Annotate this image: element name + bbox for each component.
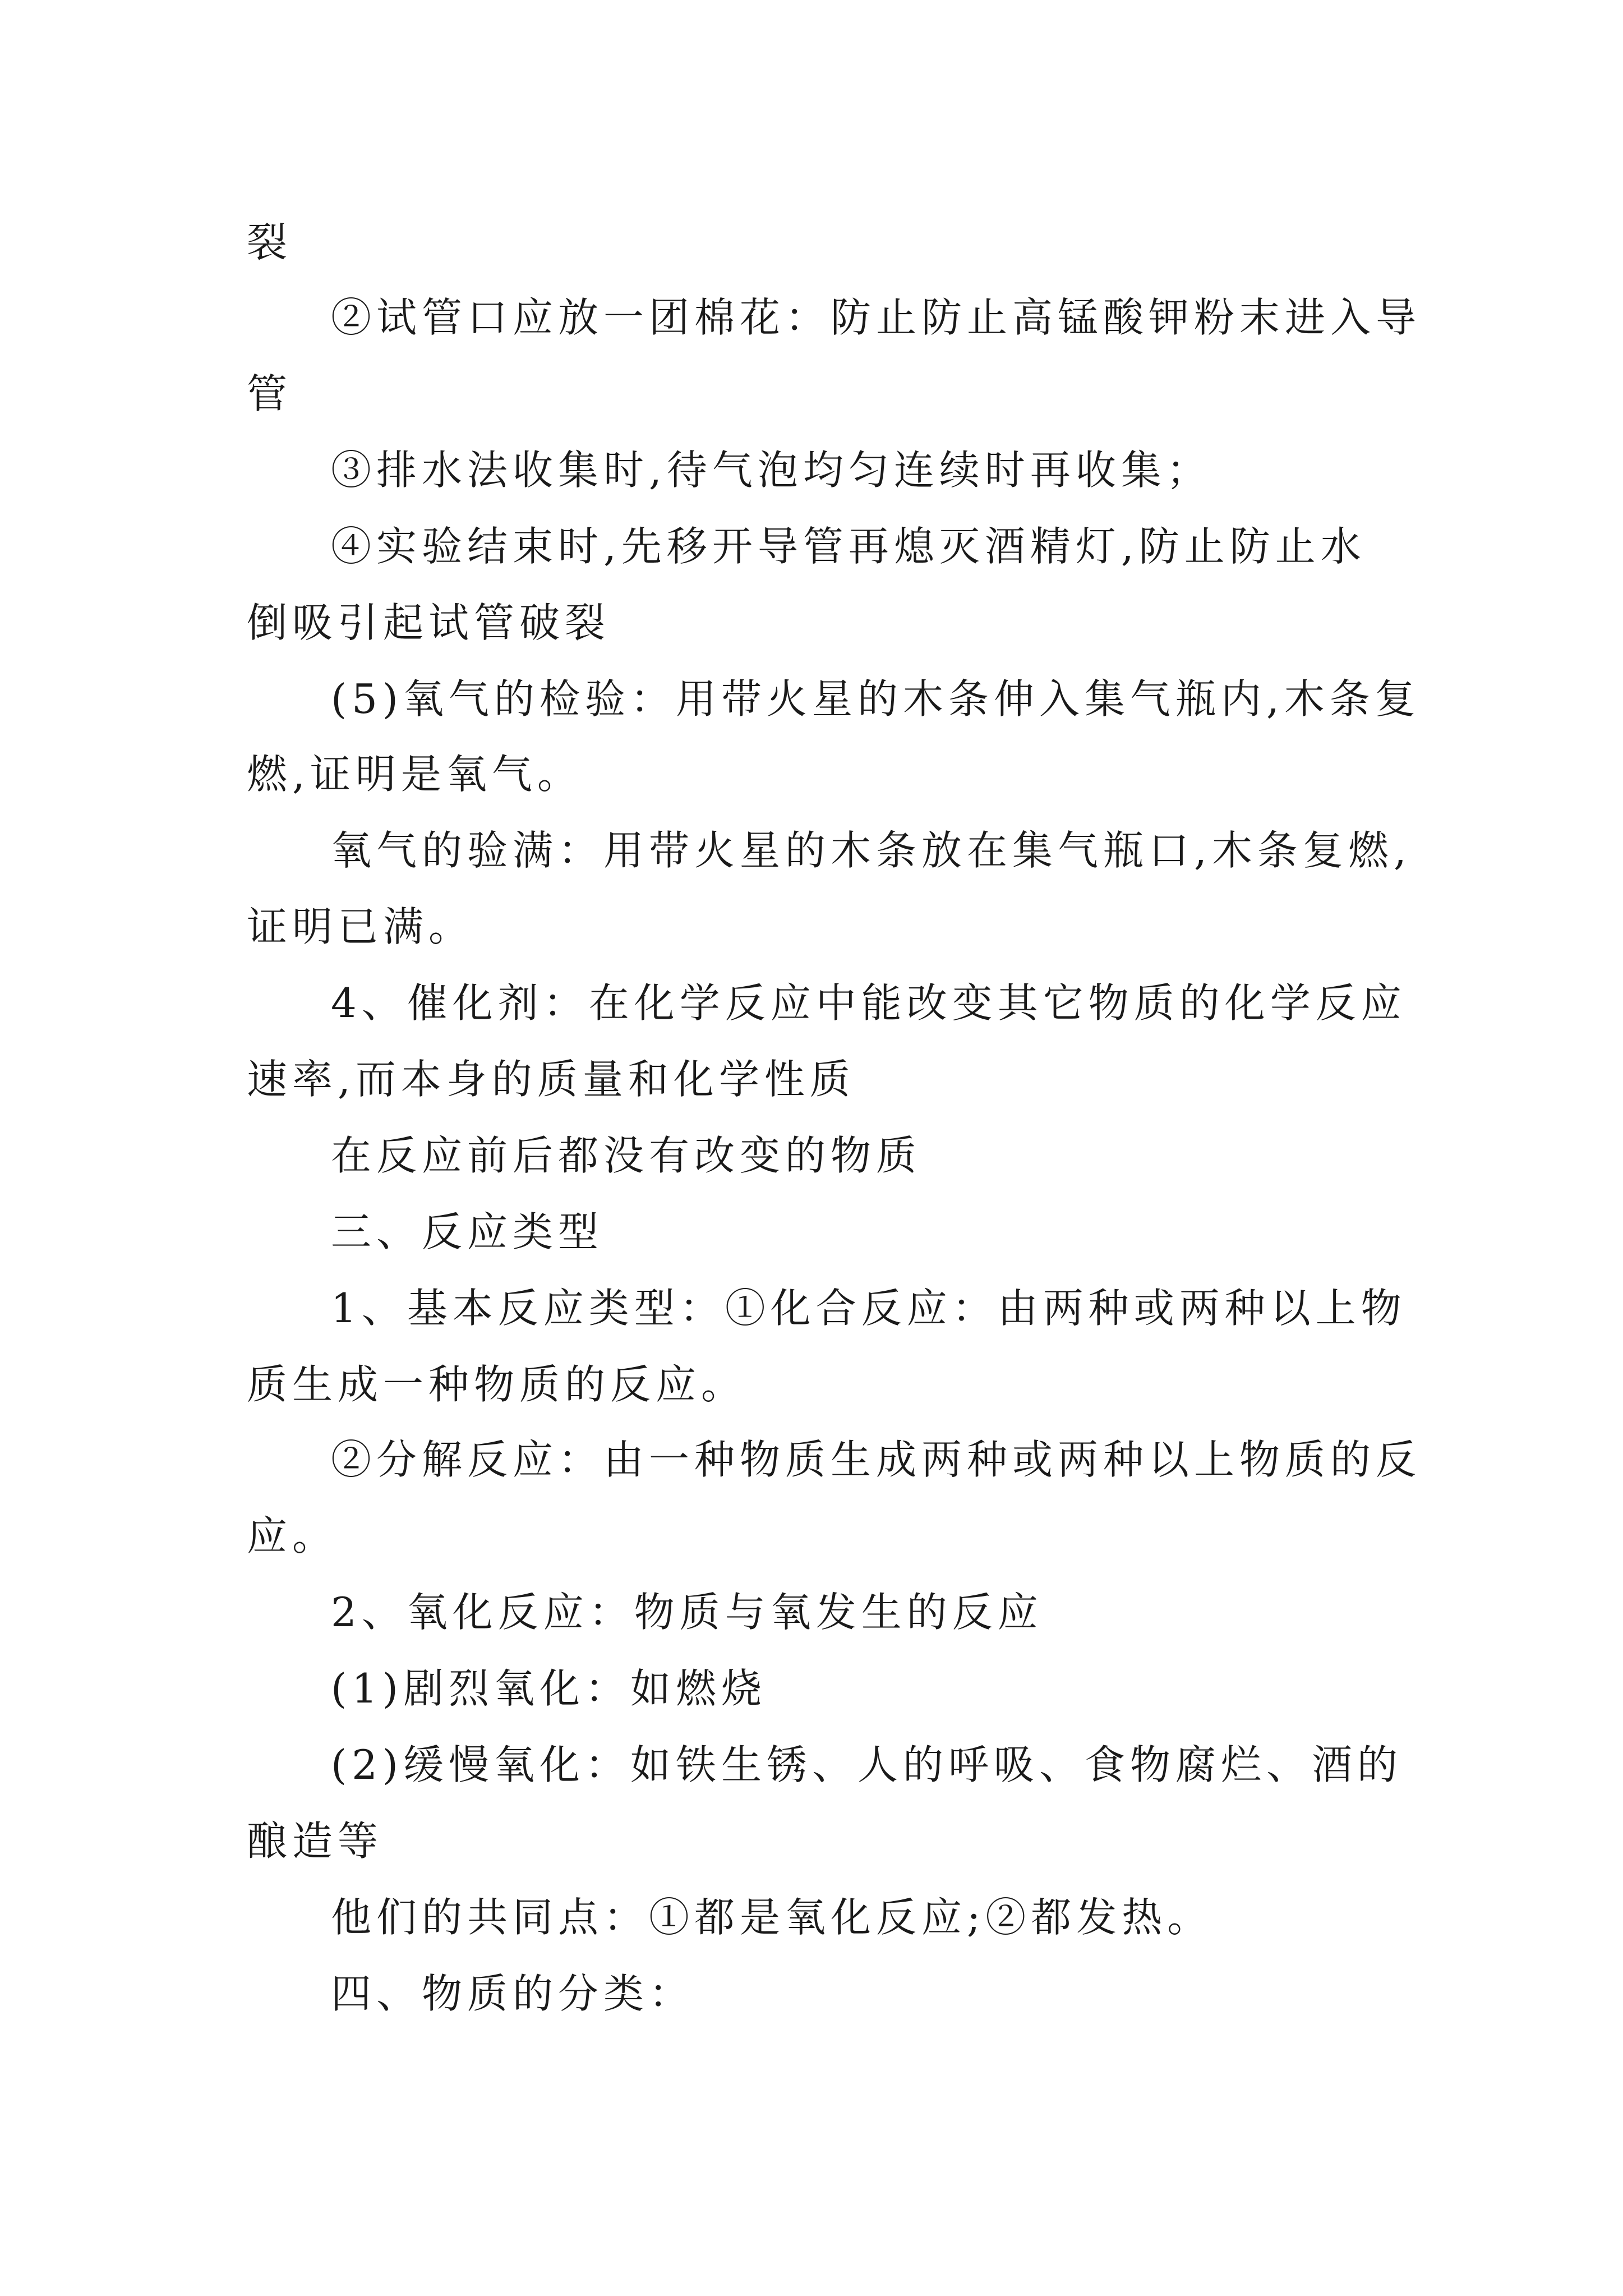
text-line: 1、基本反应类型：①化合反应：由两种或两种以上物	[331, 1285, 1407, 1332]
text-line: 质生成一种物质的反应。	[247, 1361, 747, 1408]
text-line: 证明已满。	[247, 903, 474, 950]
text-line: 在反应前后都没有改变的物质	[331, 1132, 922, 1179]
text-line: ②分解反应：由一种物质生成两种或两种以上物质的反	[331, 1436, 1422, 1483]
text-line: ③排水法收集时,待气泡均匀连续时再收集；	[331, 447, 1212, 494]
text-line: ②试管口应放一团棉花：防止防止高锰酸钾粉末进入导	[331, 294, 1422, 341]
text-line: 他们的共同点：①都是氧化反应;②都发热。	[331, 1894, 1213, 1941]
text-line: ④实验结束时,先移开导管再熄灭酒精灯,防止防止水	[331, 523, 1366, 570]
text-line: 燃,证明是氧气。	[247, 751, 583, 798]
text-line: 应。	[247, 1512, 338, 1559]
text-line: (2)缓慢氧化：如铁生锈、人的呼吸、食物腐烂、酒的	[331, 1741, 1403, 1788]
text-line: 速率,而本身的质量和化学性质	[247, 1056, 855, 1103]
text-line: 4、催化剂：在化学反应中能改变其它物质的化学反应	[331, 979, 1407, 1027]
text-line: 2、氧化反应：物质与氧发生的反应	[331, 1589, 1043, 1636]
text-line: 酿造等	[247, 1818, 384, 1865]
section-heading: 三、反应类型	[331, 1208, 604, 1255]
section-heading: 四、物质的分类：	[331, 1970, 695, 2017]
text-line: 裂	[247, 219, 293, 266]
text-line: 倒吸引起试管破裂	[247, 599, 611, 646]
text-line: (1)剧烈氧化：如燃烧	[331, 1665, 767, 1712]
text-line: 氧气的验满：用带火星的木条放在集气瓶口,木条复燃,	[331, 827, 1412, 874]
text-line: 管	[247, 370, 293, 417]
text-line: (5)氧气的检验：用带火星的木条伸入集气瓶内,木条复	[331, 675, 1421, 723]
